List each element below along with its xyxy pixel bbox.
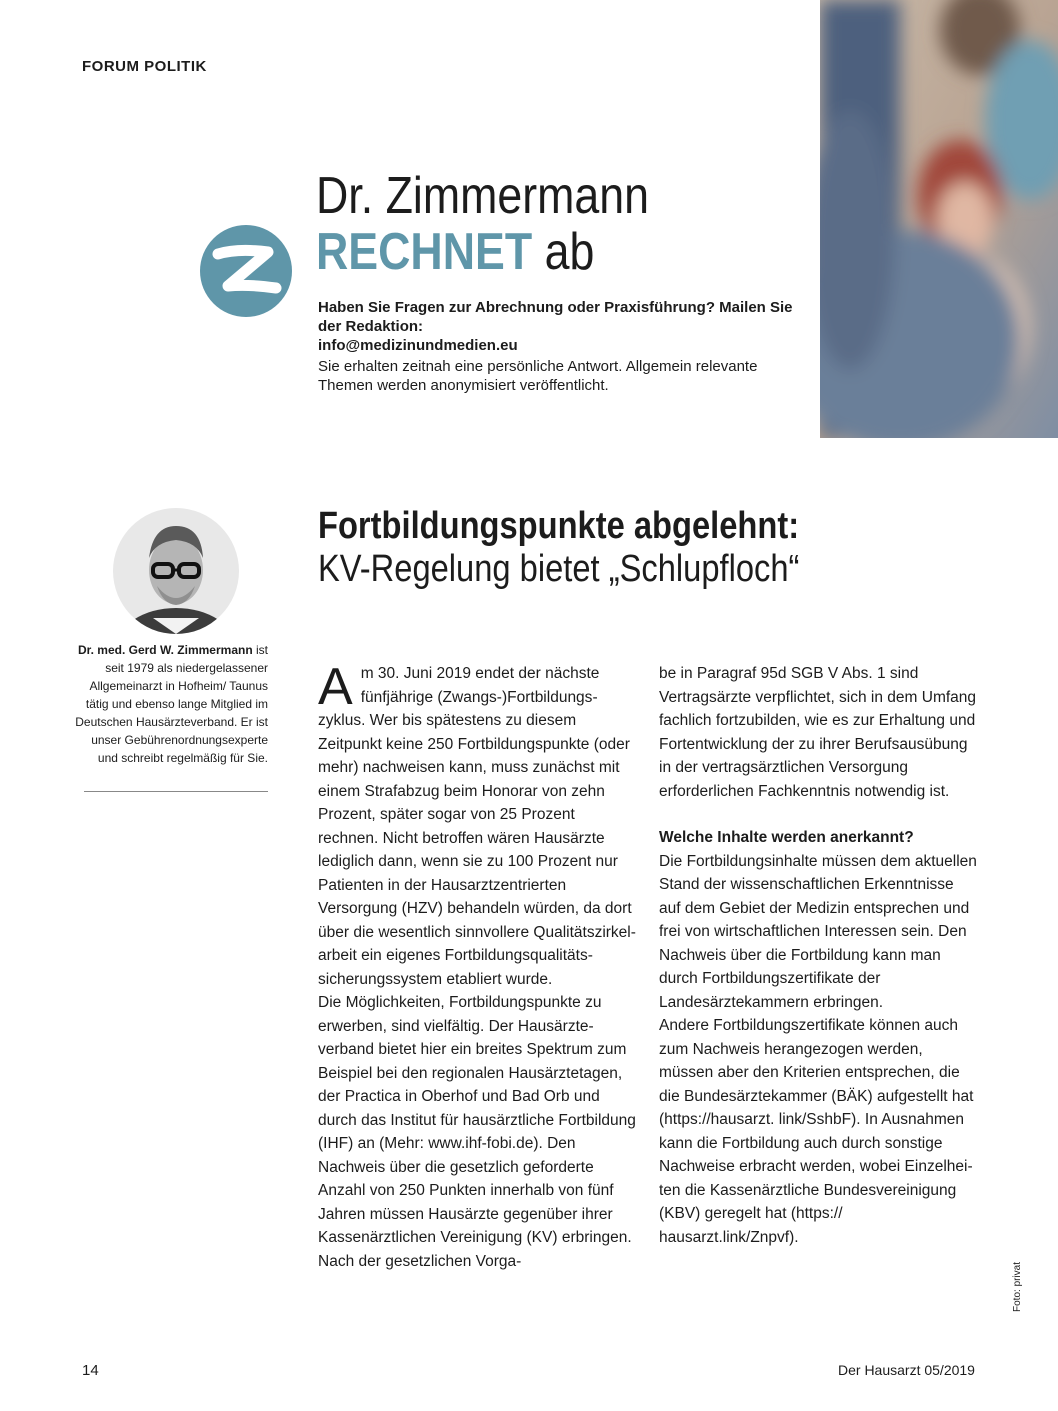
paragraph-2-end <box>659 662 977 803</box>
article-column-1 <box>318 658 636 1273</box>
paragraph-2-start <box>318 991 636 1273</box>
contact-email-link[interactable]: info@medizinundmedien.eu <box>318 337 518 354</box>
contact-question: Haben Sie Fragen zur Abrechnung oder Praxisführung? Mailen Sie der Redaktion: <box>318 299 793 335</box>
article-headline: Fortbildungspunkte abgelehnt: <box>318 505 800 547</box>
column-logo <box>198 224 294 318</box>
photo-credit: Foto: privat <box>1012 1261 1023 1312</box>
column-title-accent: RECHNET <box>316 223 533 281</box>
paragraph-4: Andere Fortbildungszertifikate können auch zum Nachweis herangezogen werden, müssen aber den Kriterien entsprechen, die die Bundesärztekammer (BÄK) aufgestellt hat (https://hausarzt. link/SshbF). In Ausnahmen kann die Fortbildung auch durch sonstige Nachweise erbracht werden, wobei Einzelheiten die Kassenärztliche Bundesvereinigung (KBV) geregelt hat (https:// hausarzt.link/Znpvf). <box>659 1017 974 1246</box>
author-avatar <box>113 508 239 634</box>
article-column-2 <box>659 662 977 1249</box>
section-label: FORUM POLITIK <box>82 58 207 75</box>
author-bio <box>70 641 268 767</box>
dropcap: A <box>318 658 353 716</box>
article-subheadline: KV-Regelung bietet „Schlupfloch“ <box>318 548 800 590</box>
article-subhead: Welche Inhalte werden anerkannt? <box>659 829 914 846</box>
author-bio-text: ist seit 1979 als niedergelassener Allgemeinarzt in Hofheim/ Taunus tätig und ebenso lange Mitglied im Deutschen Hausärzteverband. Er ist unser Gebührenordnungsexperte und schreibt regelmäßig für Sie. <box>75 643 268 765</box>
page-number: 14 <box>82 1362 99 1379</box>
paragraph-1: m 30. Juni 2019 endet der nächste fünfjährige (Zwangs-)Fortbildungszyklus. Wer bis spätestens zu diesem Zeitpunkt keine 250 Fortbildungspunkte (oder mehr) nachweisen kann, muss zunächst mit einem Strafabzug beim Honorar von zehn Prozent, später sogar von 25 Prozent rechnen. Nicht betroffen wären Hausärzte lediglich dann, wenn sie zu 100 Prozent nur Patienten in der Hausarztzentrierten Versorgung (HZV) behandeln würden, da dort über die wesentlich sinnvollere Qualitätszirkelarbeit ein eigenes Fortbildungsqualitätssicherungssystem etabliert wurde. <box>318 665 636 988</box>
paragraph-3: Die Fortbildungsinhalte müssen dem aktuellen Stand der wissenschaftlichen Erkenntnisse auf dem Gebiet der Medizin entsprechen und frei von wirtschaftlichen Interessen sein. Den Nachweis über die Fortbildung kann man durch Fortbildungszertifikate der Landesärztekammern erbringen. <box>659 852 977 1011</box>
article-headline-block <box>318 504 799 590</box>
column-title-line1: Dr. Zimmermann <box>316 167 649 225</box>
column-title-line2 <box>316 224 649 280</box>
contact-note: Sie erhalten zeitnah eine persönliche Antwort. Allgemein relevante Themen werden anonymisiert veröffentlicht. <box>318 358 758 394</box>
paragraph-2-part-a: Die Möglichkeiten, Fortbildungspunkte zu erwerben, sind vielfältig. Der Hausärzteverband bietet hier ein breites Spektrum zum Beispiel bei den regionalen Hausärztetagen, der Practica in Oberhof und Bad Orb und durch das Institut für hausärztliche Fortbildung (IHF) an (Mehr: www.ihf-fobi.de). Den Nachweis über die gesetzlich geforderte Anzahl von 250 Punkten innerhalb von fünf Jahren müssen Hausärzte gegenüber ihrer Kassenärztlichen Vereinigung (KV) erbringen. Nach der gesetzlichen Vorga- <box>318 994 636 1270</box>
issue-label: Der Hausarzt 05/2019 <box>838 1362 975 1378</box>
author-name: Dr. med. Gerd W. Zimmermann <box>77 643 253 657</box>
column-title-rest: ab <box>544 223 595 281</box>
paragraph-2-part-b: be in Paragraf 95d SGB V Abs. 1 sind Vertragsärzte verpflichtet, sich in dem Umfang fachlich fortzubilden, wie es zur Erhaltung und Fortentwicklung der zu ihrer Berufsausübung in der vertragsärztlichen Versorgung erforderlichen Fachkenntnis notwendig ist. <box>659 665 977 800</box>
column-title <box>316 168 649 280</box>
author-divider <box>84 791 268 792</box>
contact-box <box>318 298 798 395</box>
header-photo <box>820 0 1058 438</box>
